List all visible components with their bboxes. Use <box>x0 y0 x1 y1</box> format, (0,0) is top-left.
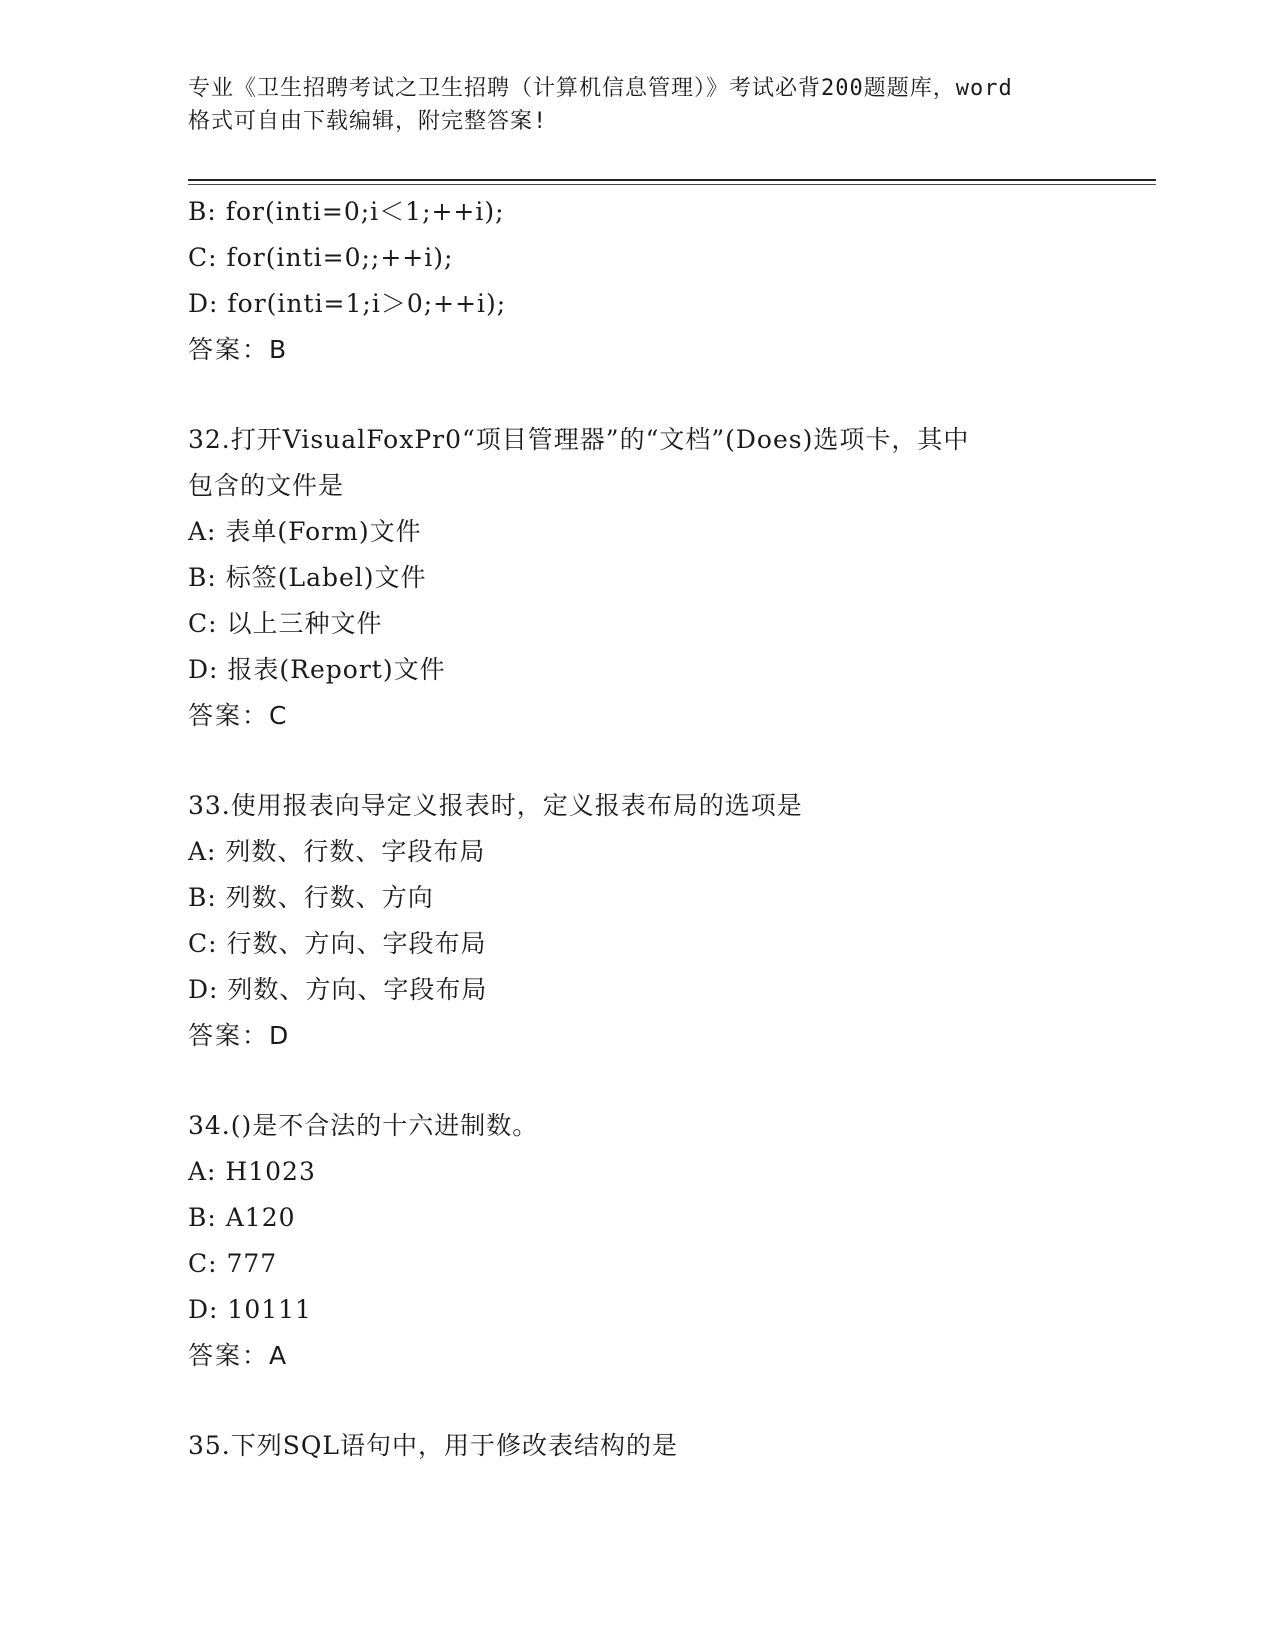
question-33 <box>188 783 1088 1059</box>
question-stem: 34.()是不合法的十六进制数。 <box>188 1111 539 1140</box>
option-d: D: 列数、方向、字段布局 <box>188 975 488 1004</box>
question-stem: 35.下列SQL语句中，用于修改表结构的是 <box>188 1431 678 1460</box>
header-divider-thick <box>188 179 1156 181</box>
option-d: D: 报表(Report)文件 <box>188 655 446 684</box>
option-c: C: 以上三种文件 <box>188 609 383 638</box>
option-c: C: for(inti=0;;++i); <box>188 243 454 272</box>
question-31 <box>188 189 1088 373</box>
option-a: A: 表单(Form)文件 <box>188 517 422 546</box>
document-header <box>188 72 1088 138</box>
option-c: C: 行数、方向、字段布局 <box>188 929 487 958</box>
question-stem: 33.使用报表向导定义报表时，定义报表布局的选项是 <box>188 791 803 820</box>
option-b: B: 标签(Label)文件 <box>188 563 427 592</box>
option-b: B: A120 <box>188 1203 296 1232</box>
question-stem-continued: 包含的文件是 <box>188 471 345 500</box>
header-line-2: 格式可自由下载编辑，附完整答案! <box>188 109 548 134</box>
option-d: D: 10111 <box>188 1295 312 1324</box>
option-c: C: 777 <box>188 1249 278 1278</box>
question-32 <box>188 417 1088 739</box>
question-list <box>188 189 1088 1469</box>
option-b: B: for(inti=0;i＜1;++i); <box>188 197 505 226</box>
question-35 <box>188 1423 1088 1469</box>
header-divider-thin <box>188 184 1156 185</box>
option-b: B: 列数、行数、方向 <box>188 883 434 912</box>
answer-line: 答案：A <box>188 1341 289 1370</box>
option-a: A: 列数、行数、字段布局 <box>188 837 486 866</box>
question-34 <box>188 1103 1088 1379</box>
header-line-1: 专业《卫生招聘考试之卫生招聘（计算机信息管理）》考试必背200题题库，word <box>188 76 1013 101</box>
option-d: D: for(inti=1;i＞0;++i); <box>188 289 507 318</box>
answer-line: 答案：B <box>188 335 289 364</box>
answer-line: 答案：D <box>188 1021 291 1050</box>
question-stem: 32.打开VisualFoxPr0“项目管理器”的“文档”(Does)选项卡，其中 <box>188 425 970 454</box>
option-a: A: H1023 <box>188 1157 316 1186</box>
answer-line: 答案：C <box>188 701 289 730</box>
